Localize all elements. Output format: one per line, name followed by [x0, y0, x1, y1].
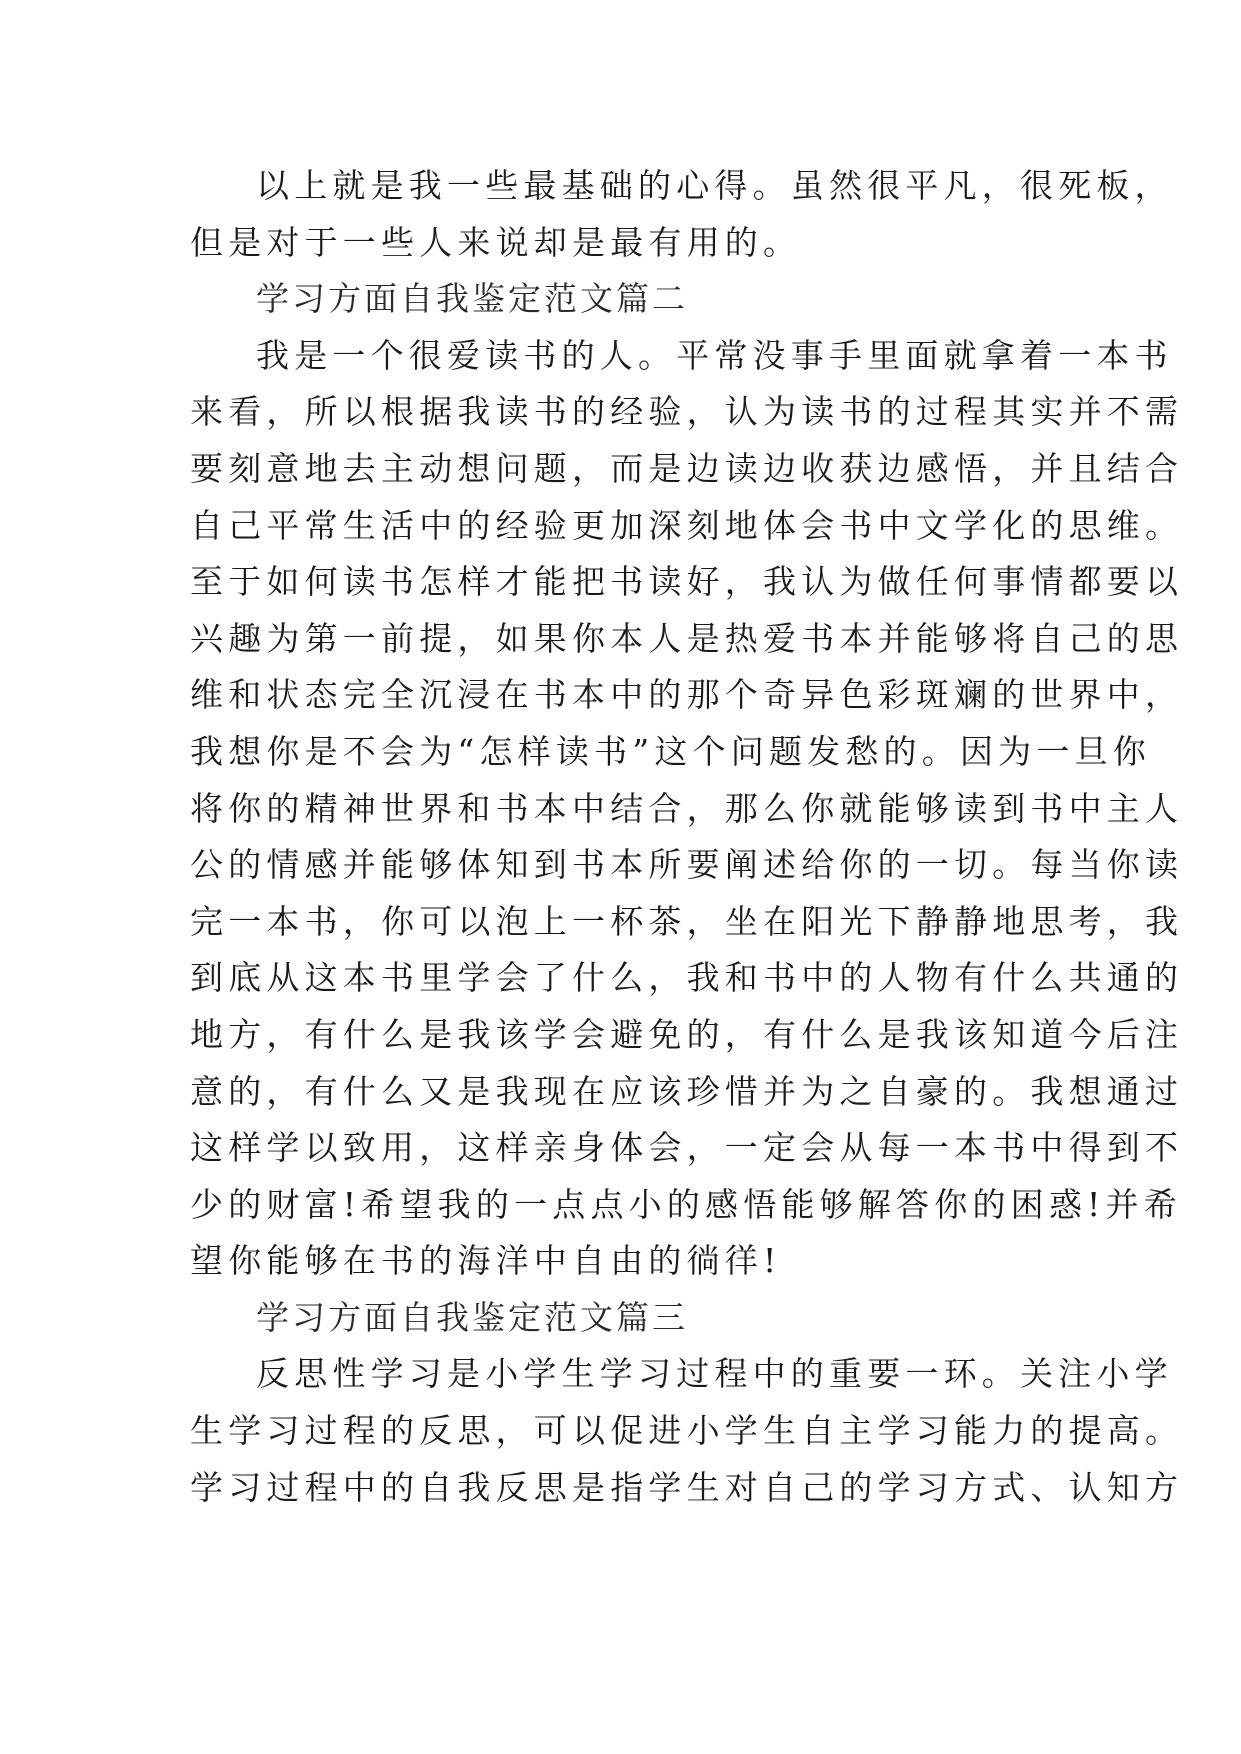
paragraph-line: 到底从这本书里学会了什么，我和书中的人物有什么共通的	[190, 958, 1184, 998]
section-heading: 学习方面自我鉴定范文篇三	[256, 1297, 688, 1337]
paragraph-line: 但是对于一些人来说却是最有用的。	[190, 222, 802, 262]
document-body	[190, 158, 1184, 1516]
paragraph-line: 意的，有什么又是我现在应该珍惜并为之自豪的。我想通过	[190, 1071, 1184, 1111]
paragraph-line: 兴趣为第一前提，如果你本人是热爱书本并能够将自己的思	[190, 618, 1184, 658]
paragraph-line: 来看，所以根据我读书的经验，认为读书的过程其实并不需	[190, 392, 1184, 432]
paragraph-line: 公的情感并能够体知到书本所要阐述给你的一切。每当你读	[190, 845, 1184, 885]
paragraph-line: 这样学以致用，这样亲身体会，一定会从每一本书中得到不	[190, 1128, 1184, 1168]
paragraph-line: 地方，有什么是我该学会避免的，有什么是我该知道今后注	[190, 1014, 1184, 1054]
paragraph-line: 生学习过程的反思，可以促进小学生自主学习能力的提高。	[190, 1411, 1184, 1451]
paragraph-line: 将你的精神世界和书本中结合，那么你就能够读到书中主人	[190, 788, 1184, 828]
paragraph-line: 我是一个很爱读书的人。平常没事手里面就拿着一本书	[256, 335, 1173, 375]
paragraph-line: 维和状态完全沉浸在书本中的那个奇异色彩斑斓的世界中，	[190, 675, 1184, 715]
paragraph-line: 反思性学习是小学生学习过程中的重要一环。关注小学	[256, 1354, 1173, 1394]
paragraph-line: 要刻意地去主动想问题，而是边读边收获边感悟，并且结合	[190, 448, 1184, 488]
paragraph-line: 至于如何读书怎样才能把书读好，我认为做任何事情都要以	[190, 562, 1184, 602]
paragraph-line: 完一本书，你可以泡上一杯茶，坐在阳光下静静地思考，我	[190, 901, 1184, 941]
paragraph-line: 自己平常生活中的经验更加深刻地体会书中文学化的思维。	[190, 505, 1184, 545]
paragraph-line: 望你能够在书的海洋中自由的徜徉!	[190, 1241, 782, 1281]
paragraph-line: 学习过程中的自我反思是指学生对自己的学习方式、认知方	[190, 1467, 1184, 1507]
paragraph-line: 少的财富!希望我的一点点小的感悟能够解答你的困惑!并希	[190, 1184, 1182, 1224]
paragraph-line: 我想你是不会为“怎样读书”这个问题发愁的。因为一旦你	[190, 731, 1151, 771]
paragraph-line: 以上就是我一些最基础的心得。虽然很平凡，很死板，	[256, 166, 1173, 205]
section-heading: 学习方面自我鉴定范文篇二	[256, 279, 688, 319]
